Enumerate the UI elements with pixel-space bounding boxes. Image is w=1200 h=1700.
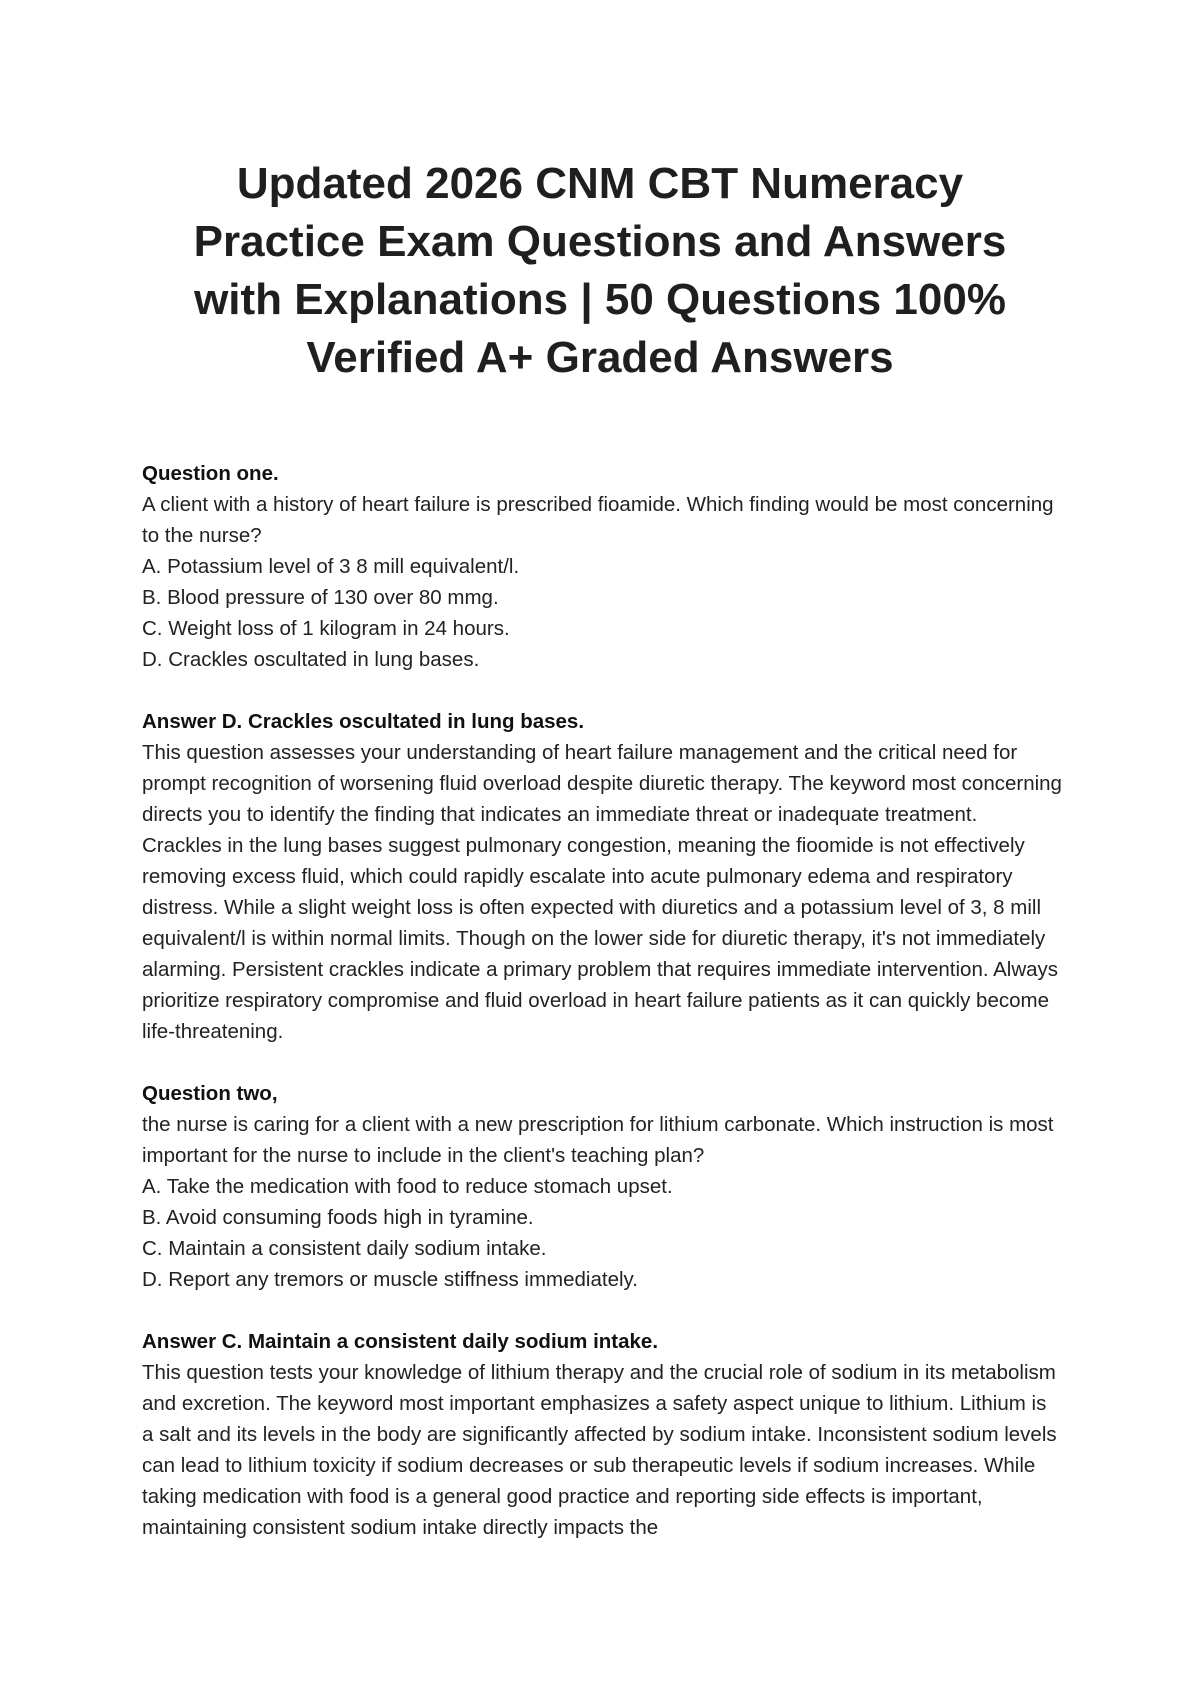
answer-option: A. Potassium level of 3 8 mill equivalent/l. [142, 555, 520, 578]
question-text: the nurse is caring for a client with a new prescription for lithium carbonate. Which instruction is most important for the nurse to include in the client's teaching plan? [142, 1113, 1054, 1167]
answer-heading: Answer C. Maintain a consistent daily sodium intake. [142, 1330, 659, 1353]
question-block [142, 1078, 1062, 1295]
answer-option: C. Maintain a consistent daily sodium intake. [142, 1237, 547, 1260]
question-block [142, 458, 1062, 675]
document-title: Updated 2026 CNM CBT Numeracy Practice Exam Questions and Answers with Explanations | 50 Questions 100% Verified A+ Graded Answers [193, 159, 1007, 382]
answer-explanation: This question assesses your understanding of heart failure management and the critical need for prompt recognition of worsening fluid overload despite diuretic therapy. The keyword most concerning directs you to identify the finding that indicates an immediate threat or inadequate treatment. Crackles in the lung bases suggest pulmonary congestion, meaning the fioomide is not effectively removing excess fluid, which could rapidly escalate into acute pulmonary edema and respiratory distress. While a slight weight loss is often expected with diuretics and a potassium level of 3, 8 mill equivalent/l is within normal limits. Though on the lower side for diuretic therapy, it's not immediately alarming. Persistent crackles indicate a primary problem that requires immediate intervention. Always prioritize respiratory compromise and fluid overload in heart failure patients as it can quickly become life-threatening. [142, 741, 1062, 1043]
answer-option: D. Crackles oscultated in lung bases. [142, 648, 480, 671]
answer-option: B. Blood pressure of 130 over 80 mmg. [142, 586, 499, 609]
answer-heading: Answer D. Crackles oscultated in lung bases. [142, 710, 585, 733]
question-heading: Question two, [142, 1082, 278, 1105]
answer-explanation: This question tests your knowledge of lithium therapy and the crucial role of sodium in its metabolism and excretion. The keyword most important emphasizes a safety aspect unique to lithium. Lithium is a salt and its levels in the body are significantly affected by sodium intake. Inconsistent sodium levels can lead to lithium toxicity if sodium decreases or sub therapeutic levels if sodium increases. While taking medication with food is a general good practice and reporting side effects is important, maintaining consistent sodium intake directly impacts the [142, 1361, 1057, 1539]
answer-option: B. Avoid consuming foods high in tyramine. [142, 1206, 534, 1229]
answer-option: C. Weight loss of 1 kilogram in 24 hours. [142, 617, 510, 640]
question-heading: Question one. [142, 462, 279, 485]
answer-block [142, 1326, 1062, 1543]
document-body [142, 458, 1062, 1574]
answer-option: A. Take the medication with food to reduce stomach upset. [142, 1175, 673, 1198]
answer-block [142, 706, 1062, 1047]
question-text: A client with a history of heart failure is prescribed fioamide. Which finding would be most concerning to the nurse? [142, 493, 1054, 547]
answer-option: D. Report any tremors or muscle stiffness immediately. [142, 1268, 638, 1291]
